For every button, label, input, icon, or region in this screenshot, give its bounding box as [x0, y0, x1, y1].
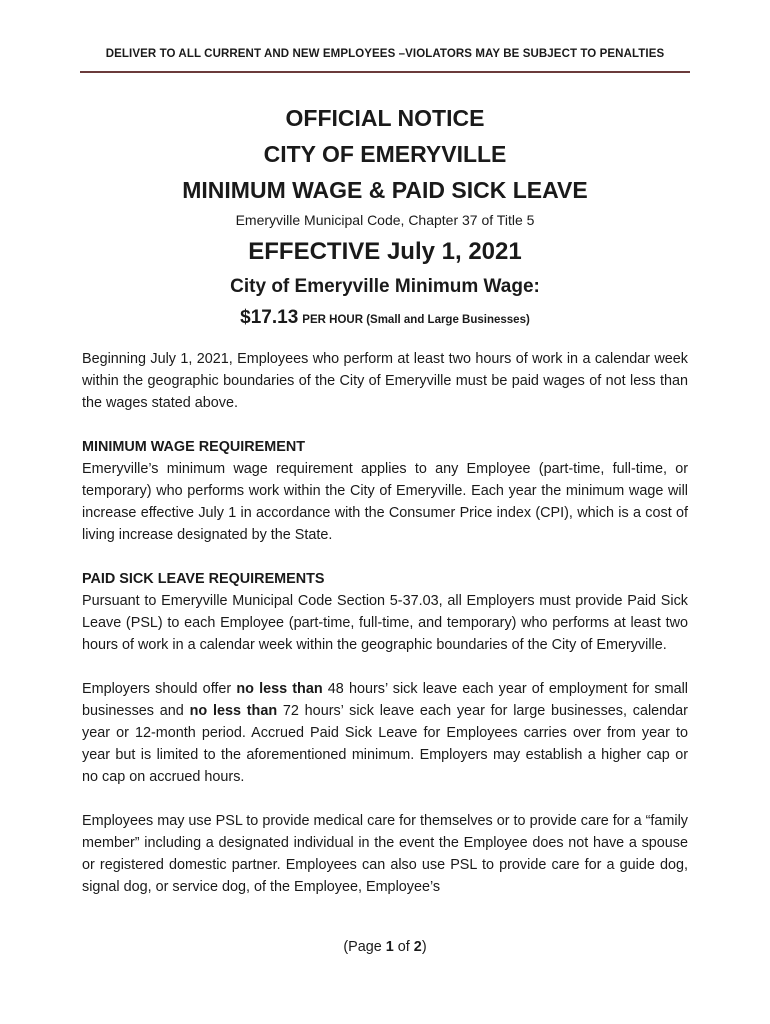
minimum-wage-heading: City of Emeryville Minimum Wage: — [230, 276, 540, 297]
psl-paragraph: Pursuant to Emeryville Municipal Code Section 5-37.03, all Employers must provide Paid Sick Leave (PSL) to each Employee (part-time, full-time, and temporary) who performs at least two hours of work in a calendar week within the geographic boundaries of the City of Emeryville. — [82, 593, 688, 653]
page-number — [80, 939, 690, 955]
min-wage-paragraph: Emeryville’s minimum wage requirement applies to any Employee (part-time, full-time, or temporary) who performs work within the City of Emeryville. Each year the minimum wage will increase effective July 1 in accordance with the Consumer Price index (CPI), which is a cost of living increase designated by the State. — [82, 461, 688, 543]
notice-body — [82, 348, 688, 920]
page-suffix: ) — [421, 939, 427, 955]
accrual-paragraph — [82, 678, 688, 788]
distribution-banner: DELIVER TO ALL CURRENT AND NEW EMPLOYEES –VIOLATORS MAY BE SUBJECT TO PENALTIES — [105, 48, 665, 60]
title-official-notice: OFFICIAL NOTICE — [285, 105, 485, 131]
accrual-bold-2: no less than — [189, 703, 278, 719]
intro-paragraph: Beginning July 1, 2021, Employees who perform at least two hours of work in a calendar week within the geographic boundaries of the City of Emeryville must be paid wages of not less than the wages stated above. — [82, 351, 688, 411]
title-subject: MINIMUM WAGE & PAID SICK LEAVE — [182, 177, 588, 203]
page-of: of — [393, 939, 414, 955]
title-city: CITY OF EMERYVILLE — [263, 141, 507, 167]
wage-note: PER HOUR (Small and Large Businesses) — [302, 314, 530, 326]
psl-use-paragraph: Employees may use PSL to provide medical care for themselves or to provide care for a “family member” including a designated individual in the event the Employee does not have a spouse or registered domestic partner. Employees can also use PSL to provide care for a guide dog, signal dog, or service dog, of the Employee, Employee’s — [82, 813, 688, 895]
min-wage-heading: MINIMUM WAGE REQUIREMENT — [82, 439, 306, 455]
psl-heading: PAID SICK LEAVE REQUIREMENTS — [82, 571, 325, 587]
accrual-text-2: 48 hours’ sick leave each year of employment for small businesses and — [82, 681, 688, 719]
minimum-wage-rate — [80, 305, 690, 333]
page-prefix: (Page — [343, 939, 386, 955]
title-block — [80, 100, 690, 333]
municipal-code-reference: Emeryville Municipal Code, Chapter 37 of Title 5 — [235, 212, 535, 228]
total-pages: 2 — [413, 939, 422, 955]
accrual-text-1: Employers should offer — [82, 681, 237, 697]
accrual-bold-1: no less than — [236, 681, 323, 697]
accrual-text-3: 72 hours’ sick leave each year for large businesses, calendar year or 12-month period. Accrued Paid Sick Leave for Employees carries over from year to year but is limited to the aforementioned minimum. Employers may establish a higher cap or no cap on accrued hours. — [82, 703, 688, 785]
current-page: 1 — [385, 939, 394, 955]
banner-divider — [80, 71, 690, 73]
effective-date: EFFECTIVE July 1, 2021 — [248, 238, 522, 265]
wage-amount: $17.13 — [240, 307, 299, 328]
